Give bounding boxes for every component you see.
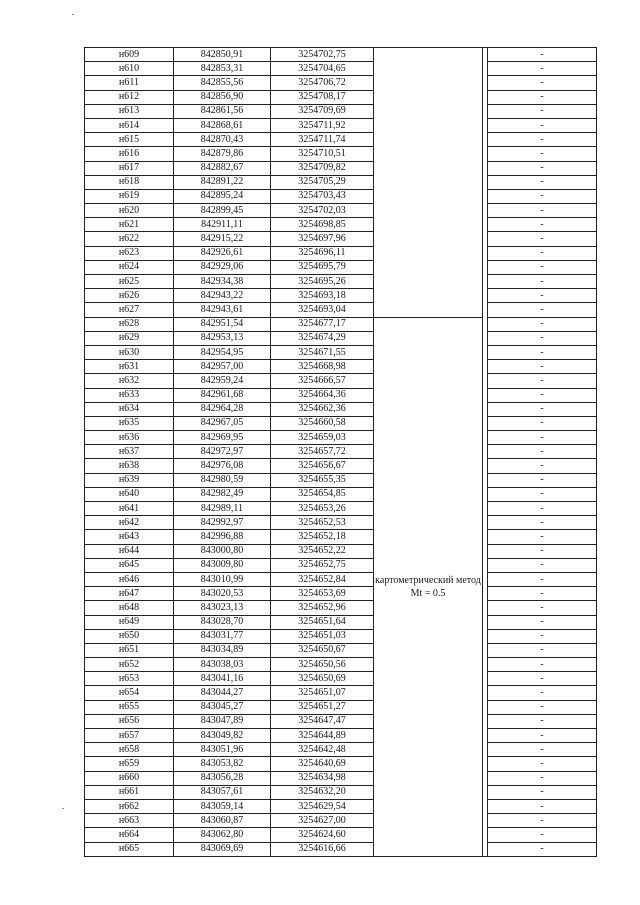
point-id: н646 bbox=[85, 572, 174, 586]
deviation-value: - bbox=[488, 473, 597, 487]
table-row bbox=[85, 729, 597, 743]
deviation-value: - bbox=[488, 771, 597, 785]
table-row bbox=[85, 530, 597, 544]
coord-x: 842882,67 bbox=[174, 161, 271, 175]
point-id: н626 bbox=[85, 289, 174, 303]
deviation-value: - bbox=[488, 218, 597, 232]
table-row bbox=[85, 48, 597, 62]
point-id: н615 bbox=[85, 133, 174, 147]
coord-x: 842870,43 bbox=[174, 133, 271, 147]
deviation-value: - bbox=[488, 246, 597, 260]
coord-x: 843023,13 bbox=[174, 601, 271, 615]
scan-speck bbox=[62, 808, 64, 809]
coord-y: 3254698,85 bbox=[271, 218, 374, 232]
coord-y: 3254711,74 bbox=[271, 133, 374, 147]
point-id: н663 bbox=[85, 814, 174, 828]
deviation-value: - bbox=[488, 345, 597, 359]
coord-y: 3254703,43 bbox=[271, 189, 374, 203]
deviation-value: - bbox=[488, 672, 597, 686]
point-id: н621 bbox=[85, 218, 174, 232]
deviation-value: - bbox=[488, 700, 597, 714]
deviation-value: - bbox=[488, 842, 597, 856]
table-row bbox=[85, 345, 597, 359]
coord-x: 842895,24 bbox=[174, 189, 271, 203]
deviation-value: - bbox=[488, 445, 597, 459]
table-row bbox=[85, 658, 597, 672]
coord-y: 3254650,69 bbox=[271, 672, 374, 686]
deviation-value: - bbox=[488, 62, 597, 76]
table-row bbox=[85, 90, 597, 104]
point-id: н635 bbox=[85, 416, 174, 430]
coord-y: 3254671,55 bbox=[271, 345, 374, 359]
coord-x: 842868,61 bbox=[174, 118, 271, 132]
coord-y: 3254632,20 bbox=[271, 785, 374, 799]
method-text: картометрический метод Mt = 0.5 bbox=[375, 574, 481, 599]
point-id: н640 bbox=[85, 487, 174, 501]
coord-y: 3254655,35 bbox=[271, 473, 374, 487]
point-id: н647 bbox=[85, 587, 174, 601]
coord-y: 3254651,64 bbox=[271, 615, 374, 629]
table-row bbox=[85, 275, 597, 289]
deviation-value: - bbox=[488, 76, 597, 90]
point-id: н611 bbox=[85, 76, 174, 90]
deviation-value: - bbox=[488, 431, 597, 445]
coord-y: 3254624,60 bbox=[271, 828, 374, 842]
coord-y: 3254651,03 bbox=[271, 629, 374, 643]
coord-y: 3254702,75 bbox=[271, 48, 374, 62]
coord-x: 842992,97 bbox=[174, 516, 271, 530]
deviation-value: - bbox=[488, 388, 597, 402]
coord-x: 842911,11 bbox=[174, 218, 271, 232]
point-id: н665 bbox=[85, 842, 174, 856]
deviation-value: - bbox=[488, 275, 597, 289]
coord-x: 842899,45 bbox=[174, 204, 271, 218]
coord-x: 842961,68 bbox=[174, 388, 271, 402]
point-id: н610 bbox=[85, 62, 174, 76]
coord-y: 3254659,03 bbox=[271, 431, 374, 445]
coord-y: 3254693,18 bbox=[271, 289, 374, 303]
scan-speck bbox=[72, 14, 74, 15]
table-row bbox=[85, 700, 597, 714]
point-id: н643 bbox=[85, 530, 174, 544]
deviation-value: - bbox=[488, 658, 597, 672]
point-id: н657 bbox=[85, 729, 174, 743]
method-cell bbox=[374, 317, 483, 856]
point-id: н652 bbox=[85, 658, 174, 672]
coord-x: 842954,95 bbox=[174, 345, 271, 359]
deviation-value: - bbox=[488, 90, 597, 104]
point-id: н622 bbox=[85, 232, 174, 246]
coord-x: 842959,24 bbox=[174, 374, 271, 388]
deviation-value: - bbox=[488, 260, 597, 274]
deviation-value: - bbox=[488, 629, 597, 643]
coord-x: 842856,90 bbox=[174, 90, 271, 104]
coord-y: 3254627,00 bbox=[271, 814, 374, 828]
coord-y: 3254660,58 bbox=[271, 416, 374, 430]
table-row bbox=[85, 317, 597, 331]
coord-y: 3254647,47 bbox=[271, 714, 374, 728]
coord-y: 3254656,67 bbox=[271, 459, 374, 473]
coord-y: 3254653,69 bbox=[271, 587, 374, 601]
coord-x: 843069,69 bbox=[174, 842, 271, 856]
point-id: н618 bbox=[85, 175, 174, 189]
table-row bbox=[85, 771, 597, 785]
point-id: н638 bbox=[85, 459, 174, 473]
deviation-value: - bbox=[488, 204, 597, 218]
point-id: н654 bbox=[85, 686, 174, 700]
coord-x: 843010,99 bbox=[174, 572, 271, 586]
deviation-value: - bbox=[488, 360, 597, 374]
coord-y: 3254704,65 bbox=[271, 62, 374, 76]
point-id: н636 bbox=[85, 431, 174, 445]
coord-x: 842964,28 bbox=[174, 402, 271, 416]
deviation-value: - bbox=[488, 487, 597, 501]
table-row bbox=[85, 133, 597, 147]
coord-x: 842980,59 bbox=[174, 473, 271, 487]
coord-y: 3254653,26 bbox=[271, 502, 374, 516]
deviation-value: - bbox=[488, 558, 597, 572]
point-id: н616 bbox=[85, 147, 174, 161]
point-id: н632 bbox=[85, 374, 174, 388]
point-id: н656 bbox=[85, 714, 174, 728]
table-row bbox=[85, 303, 597, 317]
table-row bbox=[85, 232, 597, 246]
table-row bbox=[85, 487, 597, 501]
table-row bbox=[85, 743, 597, 757]
deviation-value: - bbox=[488, 587, 597, 601]
coord-x: 843060,87 bbox=[174, 814, 271, 828]
point-id: н662 bbox=[85, 799, 174, 813]
point-id: н645 bbox=[85, 558, 174, 572]
coordinates-table bbox=[84, 47, 597, 857]
coord-x: 842855,56 bbox=[174, 76, 271, 90]
point-id: н641 bbox=[85, 502, 174, 516]
coord-y: 3254651,27 bbox=[271, 700, 374, 714]
point-id: н664 bbox=[85, 828, 174, 842]
coord-x: 842926,61 bbox=[174, 246, 271, 260]
table-row bbox=[85, 828, 597, 842]
coord-x: 842929,06 bbox=[174, 260, 271, 274]
point-id: н660 bbox=[85, 771, 174, 785]
table-row bbox=[85, 814, 597, 828]
point-id: н634 bbox=[85, 402, 174, 416]
coord-y: 3254652,53 bbox=[271, 516, 374, 530]
coord-y: 3254634,98 bbox=[271, 771, 374, 785]
deviation-value: - bbox=[488, 303, 597, 317]
coord-y: 3254642,48 bbox=[271, 743, 374, 757]
coord-y: 3254706,72 bbox=[271, 76, 374, 90]
coord-y: 3254640,69 bbox=[271, 757, 374, 771]
table-row bbox=[85, 218, 597, 232]
method-cell-empty bbox=[374, 48, 483, 318]
point-id: н655 bbox=[85, 700, 174, 714]
table-row bbox=[85, 459, 597, 473]
table-row bbox=[85, 175, 597, 189]
coord-y: 3254629,54 bbox=[271, 799, 374, 813]
deviation-value: - bbox=[488, 133, 597, 147]
coord-x: 842943,61 bbox=[174, 303, 271, 317]
point-id: н659 bbox=[85, 757, 174, 771]
point-id: н619 bbox=[85, 189, 174, 203]
coord-y: 3254709,69 bbox=[271, 104, 374, 118]
coord-y: 3254652,18 bbox=[271, 530, 374, 544]
table-row bbox=[85, 374, 597, 388]
table-row bbox=[85, 615, 597, 629]
deviation-value: - bbox=[488, 572, 597, 586]
deviation-value: - bbox=[488, 814, 597, 828]
coord-y: 3254710,51 bbox=[271, 147, 374, 161]
coord-y: 3254702,03 bbox=[271, 204, 374, 218]
point-id: н649 bbox=[85, 615, 174, 629]
coord-x: 843020,53 bbox=[174, 587, 271, 601]
coord-x: 842891,22 bbox=[174, 175, 271, 189]
table-row bbox=[85, 189, 597, 203]
coord-x: 842953,13 bbox=[174, 331, 271, 345]
point-id: н630 bbox=[85, 345, 174, 359]
coord-x: 842957,00 bbox=[174, 360, 271, 374]
coord-x: 842879,86 bbox=[174, 147, 271, 161]
coord-x: 842951,54 bbox=[174, 317, 271, 331]
coord-y: 3254709,82 bbox=[271, 161, 374, 175]
point-id: н627 bbox=[85, 303, 174, 317]
coord-x: 843062,80 bbox=[174, 828, 271, 842]
coord-y: 3254695,79 bbox=[271, 260, 374, 274]
coord-x: 842861,56 bbox=[174, 104, 271, 118]
point-id: н612 bbox=[85, 90, 174, 104]
table-row bbox=[85, 672, 597, 686]
coord-y: 3254652,75 bbox=[271, 558, 374, 572]
deviation-value: - bbox=[488, 686, 597, 700]
table-row bbox=[85, 147, 597, 161]
deviation-value: - bbox=[488, 729, 597, 743]
deviation-value: - bbox=[488, 189, 597, 203]
point-id: н644 bbox=[85, 544, 174, 558]
coord-y: 3254711,92 bbox=[271, 118, 374, 132]
point-id: н629 bbox=[85, 331, 174, 345]
coord-x: 842943,22 bbox=[174, 289, 271, 303]
coord-y: 3254616,66 bbox=[271, 842, 374, 856]
coord-y: 3254654,85 bbox=[271, 487, 374, 501]
table-row bbox=[85, 785, 597, 799]
table-row bbox=[85, 473, 597, 487]
coord-x: 843000,80 bbox=[174, 544, 271, 558]
deviation-value: - bbox=[488, 459, 597, 473]
table-row bbox=[85, 289, 597, 303]
deviation-value: - bbox=[488, 743, 597, 757]
point-id: н639 bbox=[85, 473, 174, 487]
deviation-value: - bbox=[488, 828, 597, 842]
point-id: н642 bbox=[85, 516, 174, 530]
deviation-value: - bbox=[488, 643, 597, 657]
table-row bbox=[85, 204, 597, 218]
table-row bbox=[85, 601, 597, 615]
coord-y: 3254652,22 bbox=[271, 544, 374, 558]
coord-x: 842982,49 bbox=[174, 487, 271, 501]
table-row bbox=[85, 643, 597, 657]
point-id: н613 bbox=[85, 104, 174, 118]
coord-y: 3254644,89 bbox=[271, 729, 374, 743]
table-row bbox=[85, 544, 597, 558]
coord-x: 843009,80 bbox=[174, 558, 271, 572]
point-id: н609 bbox=[85, 48, 174, 62]
deviation-value: - bbox=[488, 502, 597, 516]
table-row bbox=[85, 502, 597, 516]
table-row bbox=[85, 757, 597, 771]
table-row bbox=[85, 76, 597, 90]
deviation-value: - bbox=[488, 374, 597, 388]
coord-y: 3254652,84 bbox=[271, 572, 374, 586]
table-row bbox=[85, 246, 597, 260]
coord-y: 3254662,36 bbox=[271, 402, 374, 416]
table-row bbox=[85, 161, 597, 175]
table-row bbox=[85, 331, 597, 345]
point-id: н625 bbox=[85, 275, 174, 289]
coord-x: 843041,16 bbox=[174, 672, 271, 686]
coord-y: 3254705,29 bbox=[271, 175, 374, 189]
table-row bbox=[85, 799, 597, 813]
coord-y: 3254696,11 bbox=[271, 246, 374, 260]
coord-y: 3254650,56 bbox=[271, 658, 374, 672]
table-row bbox=[85, 558, 597, 572]
point-id: н617 bbox=[85, 161, 174, 175]
point-id: н624 bbox=[85, 260, 174, 274]
coord-x: 843038,03 bbox=[174, 658, 271, 672]
coord-x: 843056,28 bbox=[174, 771, 271, 785]
point-id: н661 bbox=[85, 785, 174, 799]
deviation-value: - bbox=[488, 416, 597, 430]
deviation-value: - bbox=[488, 289, 597, 303]
coord-y: 3254652,96 bbox=[271, 601, 374, 615]
deviation-value: - bbox=[488, 118, 597, 132]
table-row bbox=[85, 445, 597, 459]
coord-x: 843031,77 bbox=[174, 629, 271, 643]
deviation-value: - bbox=[488, 317, 597, 331]
coord-x: 842967,05 bbox=[174, 416, 271, 430]
coord-x: 843049,82 bbox=[174, 729, 271, 743]
coord-x: 843057,61 bbox=[174, 785, 271, 799]
point-id: н653 bbox=[85, 672, 174, 686]
point-id: н623 bbox=[85, 246, 174, 260]
deviation-value: - bbox=[488, 615, 597, 629]
table-row bbox=[85, 629, 597, 643]
coord-y: 3254693,04 bbox=[271, 303, 374, 317]
point-id: н631 bbox=[85, 360, 174, 374]
coord-y: 3254664,36 bbox=[271, 388, 374, 402]
table-row bbox=[85, 388, 597, 402]
deviation-value: - bbox=[488, 544, 597, 558]
table-row bbox=[85, 587, 597, 601]
coord-x: 842976,08 bbox=[174, 459, 271, 473]
coord-y: 3254657,72 bbox=[271, 445, 374, 459]
point-id: н651 bbox=[85, 643, 174, 657]
coord-y: 3254695,26 bbox=[271, 275, 374, 289]
deviation-value: - bbox=[488, 757, 597, 771]
table-row bbox=[85, 842, 597, 856]
table-row bbox=[85, 572, 597, 586]
coord-x: 843044,27 bbox=[174, 686, 271, 700]
deviation-value: - bbox=[488, 516, 597, 530]
coordinates-table-body bbox=[85, 48, 597, 857]
deviation-value: - bbox=[488, 48, 597, 62]
deviation-value: - bbox=[488, 402, 597, 416]
deviation-value: - bbox=[488, 601, 597, 615]
deviation-value: - bbox=[488, 714, 597, 728]
table-row bbox=[85, 118, 597, 132]
coord-x: 842934,38 bbox=[174, 275, 271, 289]
coord-y: 3254666,57 bbox=[271, 374, 374, 388]
coord-x: 842853,31 bbox=[174, 62, 271, 76]
table-row bbox=[85, 714, 597, 728]
coord-y: 3254651,07 bbox=[271, 686, 374, 700]
deviation-value: - bbox=[488, 799, 597, 813]
table-row bbox=[85, 360, 597, 374]
point-id: н614 bbox=[85, 118, 174, 132]
coord-y: 3254677,17 bbox=[271, 317, 374, 331]
table-row bbox=[85, 416, 597, 430]
point-id: н637 bbox=[85, 445, 174, 459]
point-id: н628 bbox=[85, 317, 174, 331]
coord-y: 3254674,29 bbox=[271, 331, 374, 345]
coord-y: 3254668,98 bbox=[271, 360, 374, 374]
deviation-value: - bbox=[488, 785, 597, 799]
table-row bbox=[85, 431, 597, 445]
table-row bbox=[85, 260, 597, 274]
coord-x: 843059,14 bbox=[174, 799, 271, 813]
table-row bbox=[85, 104, 597, 118]
coord-x: 842989,11 bbox=[174, 502, 271, 516]
point-id: н648 bbox=[85, 601, 174, 615]
deviation-value: - bbox=[488, 530, 597, 544]
table-row bbox=[85, 62, 597, 76]
coord-x: 842996,88 bbox=[174, 530, 271, 544]
coord-x: 843045,27 bbox=[174, 700, 271, 714]
coord-x: 842915,22 bbox=[174, 232, 271, 246]
coord-x: 843028,70 bbox=[174, 615, 271, 629]
coord-x: 843051,96 bbox=[174, 743, 271, 757]
coord-x: 842969,95 bbox=[174, 431, 271, 445]
coord-x: 842850,91 bbox=[174, 48, 271, 62]
coord-x: 843034,89 bbox=[174, 643, 271, 657]
coord-x: 843047,89 bbox=[174, 714, 271, 728]
table-row bbox=[85, 686, 597, 700]
coord-y: 3254650,67 bbox=[271, 643, 374, 657]
table-row bbox=[85, 402, 597, 416]
coord-x: 842972,97 bbox=[174, 445, 271, 459]
deviation-value: - bbox=[488, 104, 597, 118]
deviation-value: - bbox=[488, 232, 597, 246]
deviation-value: - bbox=[488, 147, 597, 161]
coord-y: 3254708,17 bbox=[271, 90, 374, 104]
coord-x: 843053,82 bbox=[174, 757, 271, 771]
point-id: н650 bbox=[85, 629, 174, 643]
coord-y: 3254697,96 bbox=[271, 232, 374, 246]
point-id: н658 bbox=[85, 743, 174, 757]
point-id: н633 bbox=[85, 388, 174, 402]
table-row bbox=[85, 516, 597, 530]
point-id: н620 bbox=[85, 204, 174, 218]
deviation-value: - bbox=[488, 175, 597, 189]
deviation-value: - bbox=[488, 331, 597, 345]
deviation-value: - bbox=[488, 161, 597, 175]
